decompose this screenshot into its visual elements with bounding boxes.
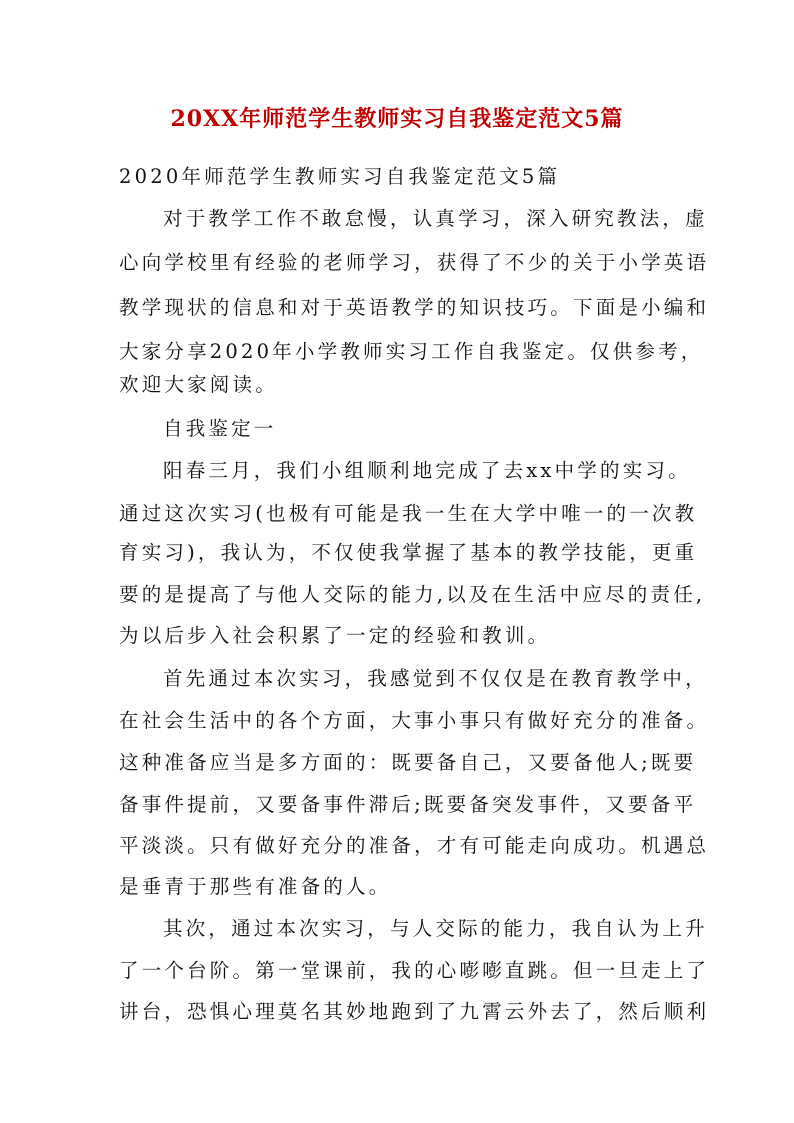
text-line: 对于教学工作不敢怠慢，认真学习，深入研究教法，虚 bbox=[163, 207, 708, 230]
text-line: 讲台，恐惧心理莫名其妙地跑到了九霄云外去了，然后顺利 bbox=[119, 1000, 710, 1023]
text-line: 心向学校里有经验的老师学习，获得了不少的关于小学英语 bbox=[119, 251, 710, 274]
text-line: 这种准备应当是多方面的：既要备自己，又要备他人;既要 bbox=[119, 751, 697, 774]
text-line: 育实习)，我认为，不仅使我掌握了基本的教学技能，更重 bbox=[119, 541, 698, 564]
text-line: 其次，通过本次实习，与人交际的能力，我自认为上升 bbox=[163, 917, 708, 940]
text-line: 欢迎大家阅读。 bbox=[119, 373, 278, 396]
section-heading: 自我鉴定一 bbox=[163, 417, 277, 440]
text-line: 阳春三月，我们小组顺利地完成了去xx中学的实习。 bbox=[163, 459, 691, 482]
text-line: 在社会生活中的各个方面，大事小事只有做好充分的准备。 bbox=[119, 709, 710, 732]
text-line: 为以后步入社会积累了一定的经验和教训。 bbox=[119, 624, 551, 647]
text-line: 了一个台阶。第一堂课前，我的心嘭嘭直跳。但一旦走上了 bbox=[119, 959, 710, 982]
document-subtitle: 2020年师范学生教师实习自我鉴定范文5篇 bbox=[119, 165, 561, 188]
text-line: 首先通过本次实习，我感觉到不仅仅是在教育教学中， bbox=[163, 667, 708, 690]
text-line: 备事件提前，又要备事件滞后;既要备突发事件，又要备平 bbox=[119, 793, 697, 816]
text-line: 是垂青于那些有准备的人。 bbox=[119, 875, 392, 898]
text-line: 教学现状的信息和对于英语教学的知识技巧。下面是小编和 bbox=[119, 296, 710, 319]
text-line: 要的是提高了与他人交际的能力,以及在生活中应尽的责任, bbox=[119, 583, 706, 606]
text-line: 平淡淡。只有做好充分的准备，才有可能走向成功。机遇总 bbox=[119, 834, 710, 857]
text-line: 大家分享2020年小学教师实习工作自我鉴定。仅供参考， bbox=[119, 340, 704, 363]
document-title: 20XX年师范学生教师实习自我鉴定范文5篇 bbox=[170, 106, 624, 132]
text-line: 通过这次实习(也极有可能是我一生在大学中唯一的一次教 bbox=[119, 502, 698, 525]
